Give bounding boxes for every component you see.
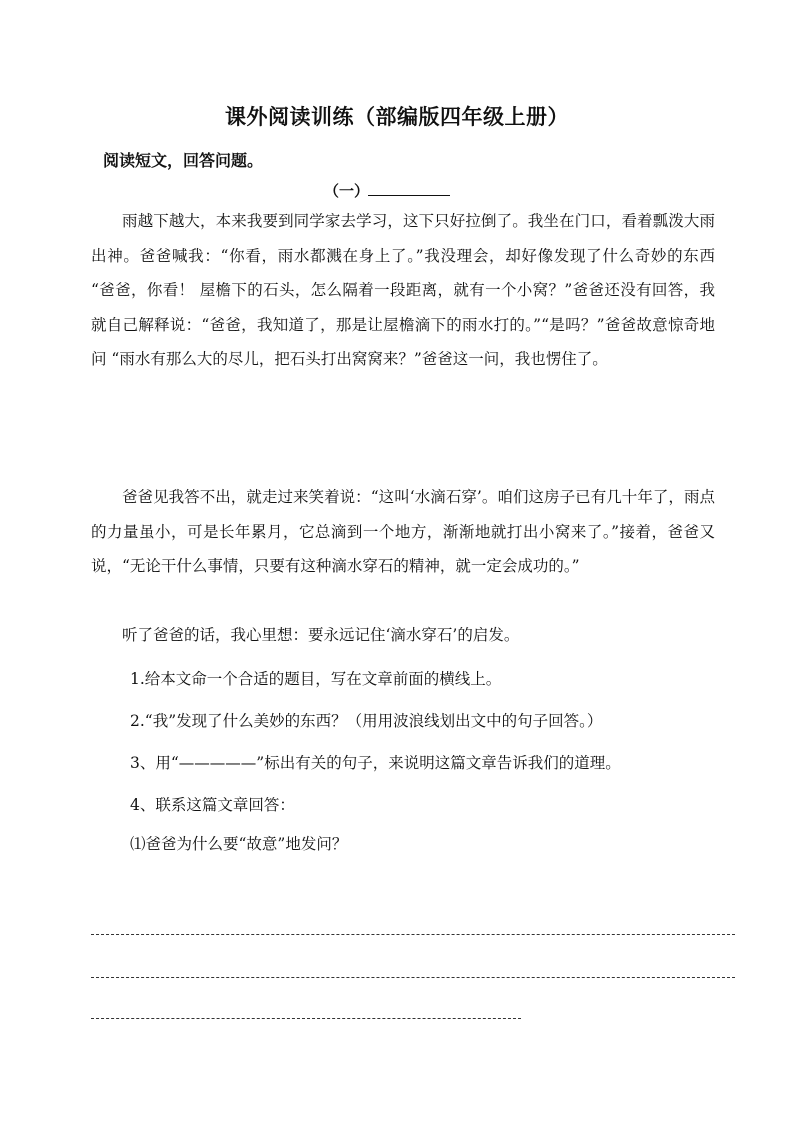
answer-line-2[interactable] — [91, 977, 735, 978]
question-2: 2.“我”发现了什么美妙的东西？（用用波浪线划出文中的句子回答。） — [130, 712, 603, 730]
page-title: 课外阅读训练（部编版四年级上册） — [225, 105, 569, 129]
question-1: 1.给本文命一个合适的题目，写在文章前面的横线上。 — [130, 670, 502, 688]
question-4-1: ⑴爸爸为什么要“故意”地发问？ — [130, 835, 348, 853]
story-paragraph-1: 雨越下越大，本来我要到同学家去学习，这下只好拉倒了。我坐在门口，看着瓢泼大雨出神。爸爸喊我：“你看，雨水都溅在身上了。”我没理会，却好像发现了什么奇妙的东西 “爸爸，你看！ 屋檐下的石头，怎么隔着一段距离，就有一个小窝？”爸爸还没有回答，我就自己解释说：“爸爸，我知道了，那是让屋檐滴下的雨水打的。”“是吗？”爸爸故意惊奇地问 “雨水有那么大的尽儿，把石头打出窝窝来？”爸爸这一问，我也愣住了。 — [91, 212, 715, 368]
title-blank-line[interactable] — [368, 195, 450, 196]
story-paragraph-2: 爸爸见我答不出，就走过来笑着说：“这叫‘水滴石穿’。咱们这房子已有几十年了，雨点的力量虽小，可是长年累月，它总滴到一个地方，渐渐地就打出小窝来了。”接着，爸爸又说，“无论干什么事情，只要有这种滴水穿石的精神，就一定会成功的。” — [91, 488, 715, 575]
instruction-text: 阅读短文，回答问题。 — [103, 151, 264, 170]
question-3: 3、用“—————”标出有关的句子，来说明这篇文章告诉我们的道理。 — [130, 754, 621, 772]
answer-line-3[interactable] — [91, 1018, 521, 1019]
story-paragraph-3: 听了爸爸的话，我心里想：要永远记住‘滴水穿石’的启发。 — [122, 626, 520, 644]
answer-line-1[interactable] — [91, 934, 735, 935]
question-4: 4、联系这篇文章回答： — [130, 796, 295, 814]
section-label: （一） — [324, 182, 370, 200]
